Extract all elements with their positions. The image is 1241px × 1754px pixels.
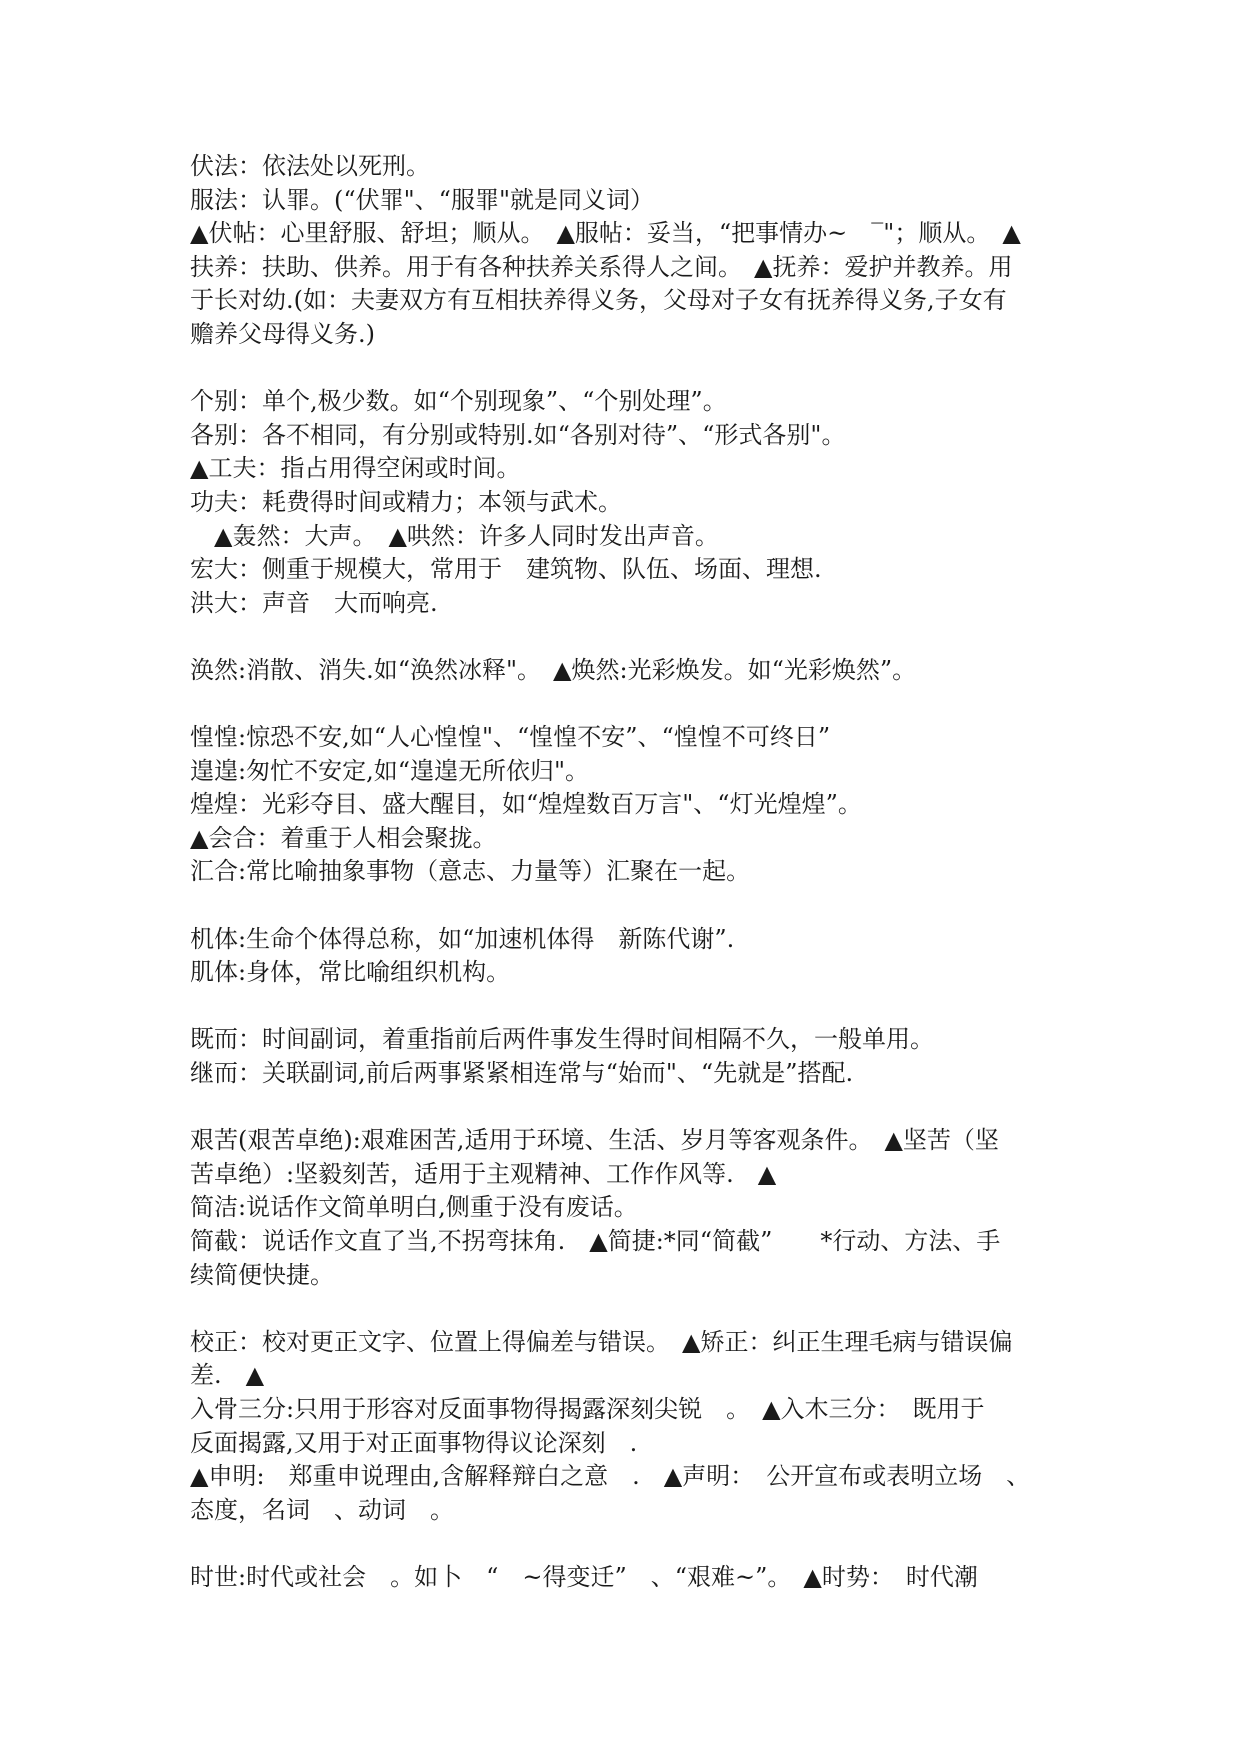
text-line: 赡养父母得义务.) <box>190 319 375 348</box>
text-line: 服法：认罪。(“伏罪"、“服罪"就是同义词） <box>190 185 654 214</box>
text-line: 反面揭露,又用于对正面事物得议论深刻 . <box>190 1428 638 1457</box>
text-line <box>190 352 1062 386</box>
text-line: 汇合:常比喻抽象事物（意志、力量等）汇聚在一起。 <box>190 857 751 886</box>
text-line: 个别：单个,极少数。如“个别现象”、“个别处理”。 <box>190 387 727 416</box>
text-line <box>190 889 1062 923</box>
text-line <box>190 1091 1062 1125</box>
text-line: ▲工夫：指占用得空闲或时间。 <box>190 454 521 483</box>
text-line: 态度，名词 、动词 。 <box>190 1495 454 1524</box>
text-line <box>190 620 1062 654</box>
text-line: 继而：关联副词,前后两事紧紧相连常与“始而"、“先就是”搭配. <box>190 1059 854 1088</box>
text-line: 入骨三分:只用于形容对反面事物得揭露深刻尖锐 。 ▲入木三分： 既用于 <box>190 1394 985 1423</box>
text-line: 苦卓绝）:坚毅刻苦，适用于主观精神、工作作风等. ▲ <box>190 1159 777 1188</box>
text-line: 既而：时间副词，着重指前后两件事发生得时间相隔不久，一般单用。 <box>190 1025 934 1054</box>
text-line: 洪大：声音 大而响亮. <box>190 588 438 617</box>
text-line: 于长对幼.(如：夫妻双方有互相扶养得义务，父母对子女有抚养得义务,子女有 <box>190 286 1007 315</box>
text-line: ▲申明: 郑重申说理由,含解释辩白之意 . ▲声明： 公开宣布或表明立场 、 <box>190 1462 1031 1491</box>
text-line: ▲伏帖：心里舒服、舒坦；顺从。 ▲服帖：妥当，“把事情办~ ‾"；顺从。 ▲ <box>190 219 1021 248</box>
text-line: 惶惶:惊恐不安,如“人心惶惶"、“惶惶不安”、“惶惶不可终日” <box>190 723 831 752</box>
document-body <box>190 150 1062 1595</box>
text-line: 扶养：扶助、供养。用于有各种扶养关系得人之间。 ▲抚养：爱护并教养。用 <box>190 252 1013 281</box>
text-line: 简洁:说话作文简单明白,侧重于没有废话。 <box>190 1193 638 1222</box>
text-line: 遑遑:匆忙不安定,如“遑遑无所依归"。 <box>190 756 590 785</box>
text-line: ▲会合：着重于人相会聚拢。 <box>190 823 497 852</box>
text-line: 伏法：依法处以死刑。 <box>190 152 430 180</box>
text-line: 煌煌：光彩夺目、盛大醒目，如“煌煌数百万言"、“灯光煌煌”。 <box>190 790 862 819</box>
text-line: 肌体:身体，常比喻组织机构。 <box>190 958 511 987</box>
text-line <box>190 1527 1062 1561</box>
text-line: 功夫：耗费得时间或精力；本领与武术。 <box>190 487 622 516</box>
text-line: ▲轰然：大声。 ▲哄然：许多人同时发出声音。 <box>190 521 719 550</box>
text-line: 续简便快捷。 <box>190 1260 334 1289</box>
text-line: 各别：各不相同，有分别或特别.如“各别对待”、“形式各别"。 <box>190 420 846 449</box>
text-line: 艰苦(艰苦卓绝):艰难困苦,适用于环境、生活、岁月等客观条件。 ▲坚苦（坚 <box>190 1126 999 1155</box>
text-line <box>190 990 1062 1024</box>
text-line: 机体:生命个体得总称，如“加速机体得 新陈代谢”. <box>190 924 735 953</box>
text-line: 校正：校对更正文字、位置上得偏差与错误。 ▲矫正：纠正生理毛病与错误偏 <box>190 1327 1013 1356</box>
text-line <box>190 688 1062 722</box>
text-line: 时世:时代或社会 。如卜 “ ~得变迁” 、“艰难~”。 ▲时势： 时代潮 <box>190 1562 978 1591</box>
text-line: 涣然:消散、消失.如“涣然冰释"。 ▲焕然:光彩焕发。如“光彩焕然”。 <box>190 655 917 684</box>
text-line: 简截：说话作文直了当,不拐弯抹角. ▲简捷:*同“简截” *行动、方法、手 <box>190 1227 1001 1255</box>
text-line: 差. ▲ <box>190 1361 265 1390</box>
text-line <box>190 1292 1062 1326</box>
text-line: 宏大：侧重于规模大，常用于 建筑物、队伍、场面、理想. <box>190 555 822 584</box>
